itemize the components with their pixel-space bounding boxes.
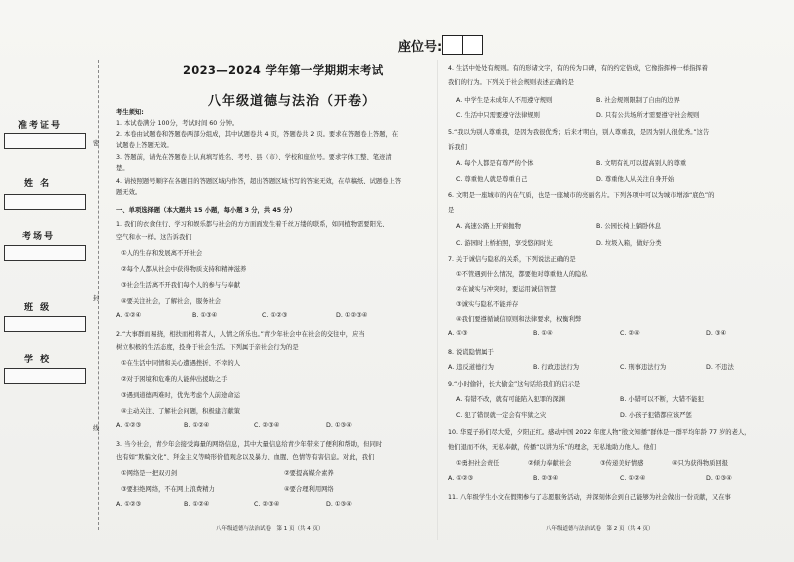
question-text: 1. 我们的衣食住行、学习和娱乐都与社会的方方面面发生着千丝万缕的联系，如同植物需要阳光、 (116, 221, 389, 228)
instruction-line: 4. 请按照题号顺序在各题目的答题区域内作答，超出答题区域书写的答案无效，在草稿纸、试题卷上答 (116, 178, 402, 185)
seat-number-box-1 (442, 35, 463, 55)
answer-choice: D. 垃圾入箱，做好分类 (596, 240, 662, 247)
answer-choice: C. 犯了错误就一定会有牢狱之灾 (456, 412, 547, 419)
option-item: ④要关注社会，了解社会，服务社会 (121, 298, 222, 305)
option-item: ①勇担社会责任 (456, 460, 500, 467)
answer-choice: B. ①③④ (192, 312, 218, 319)
question-text: 诉我们 (448, 144, 467, 151)
answer-choice: D. 尊重他人从关注自身开始 (596, 176, 675, 183)
question-text: 我们的行为。下列关于社会规则表述正确的是 (448, 79, 574, 86)
question-text: 5.“我以为别人尊重我，是因为我很优秀；后来才明白，别人尊重我，是因为别人很优秀。”这告 (448, 129, 710, 136)
answer-choice: C. ②③④ (254, 501, 280, 508)
question-text: 3. 当今社会，青少年会接受海量的网络信息，其中大量信息给青少年带来了便利和帮助，但同时 (116, 441, 383, 448)
answer-choice: B. 小错可以不断，大错不能犯 (620, 396, 704, 403)
ticket-number-label: 准考证号 (18, 121, 63, 131)
exam-room-label: 考场号 (22, 232, 56, 242)
instructions-title: 考生须知: (116, 109, 144, 116)
subject-title: 八年级道德与法治（开卷） (208, 94, 377, 109)
question-text: 10. 华夏子孙们尽大爱，夕阳正红。感动中国 2022 年度人物“殷文知播”群体是一群平均年龄 77 岁的老人， (448, 429, 751, 436)
option-item: ②要提高媒介素养 (284, 470, 334, 477)
question-text: 9.“小时偷针，长大偷金”这句话给我们的启示是 (448, 381, 581, 388)
answer-choice: A. ①②③ (116, 422, 142, 429)
question-text: 4. 生活中处处有规则。有的形诸文字，有的传为口碑，有的约定俗成，它像指挥棒一样指挥着 (448, 65, 708, 72)
answer-choice: D. ①③④ (706, 475, 732, 482)
school-label: 学 校 (24, 355, 52, 365)
answer-choice: A. ①②④ (116, 312, 142, 319)
name-label: 姓 名 (24, 179, 52, 189)
answer-choice: B. ①④ (533, 330, 553, 337)
question-text: 树立积极的生活态度，投身于社会生活。下列属于亲社会行为的是 (116, 344, 299, 351)
question-text: 8. 说谎隐情属于 (448, 349, 494, 356)
answer-choice: A. 有错不改，就有可能陷入犯罪的深渊 (456, 396, 565, 403)
class-box (4, 316, 86, 332)
question-text: 2.“大事群而易挠，相扶而相将者人，人情之所乐也。”青少年社会中在社会的交往中，应当 (116, 331, 365, 338)
binding-mark-1: 密 (93, 140, 100, 147)
option-item: ④主动关注、了解社会问题，积极建言献策 (121, 408, 240, 415)
question-text: 7. 关于诚信与隐私的关系，下列说法正确的是 (448, 256, 576, 263)
exam-title: 2023—2024 学年第一学期期末考试 (183, 63, 384, 77)
answer-choice: C. ①②③ (262, 312, 288, 319)
answer-choice: A. ①②③ (116, 501, 142, 508)
answer-choice: D. ①③④ (326, 501, 352, 508)
answer-choice: D. 不违法 (706, 364, 734, 371)
seat-number-label: 座位号: (398, 40, 443, 55)
instruction-line: 题无效。 (116, 189, 142, 196)
option-item: ②倾力奉献社会 (528, 460, 572, 467)
option-item: ①不管遇到什么情况，都要他对尊重他人的隐私 (456, 271, 588, 278)
answer-choice: B. 社会规则限制了自由的边界 (596, 97, 680, 104)
option-item: ②对于困境和危难的人能伸出援助之手 (121, 376, 228, 383)
instruction-line: 2. 本卷由试题卷和答题卷两部分组成，其中试题卷共 4 页，答题卷共 2 页。要求在答题卷上答题，在 (116, 131, 399, 138)
answer-choice: B. 行政违法行为 (533, 364, 580, 371)
option-item: ③诚实与隐私不能并存 (456, 301, 519, 308)
binding-mark-2: 封 (93, 295, 100, 302)
answer-choice: D. ①③④ (326, 422, 352, 429)
answer-choice: D. 小孩子犯错都应该严惩 (620, 412, 692, 419)
option-item: ①在生活中同情和关心遭遇挫折、不幸的人 (121, 360, 240, 367)
answer-choice: D. 只有公共场所才需要遵守社会规则 (596, 112, 700, 119)
option-item: ①网络是一把双刃剑 (121, 470, 178, 477)
page-footer-right: 八年级道德与法治试卷 第 2 页（共 4 页） (546, 526, 654, 532)
answer-choice: C. 游园时上桥拍照，享受悠闲时光 (456, 240, 553, 247)
answer-choice: A. ①②③ (448, 475, 474, 482)
binding-mark-3: 线 (93, 425, 100, 432)
answer-choice: D. ③④ (706, 330, 727, 337)
question-text: 11. 八年级学生小文在假期参与了志愿服务活动，并深刻体会到自己能够为社会做出一份贡献，又在事 (448, 494, 731, 501)
answer-choice: A. 高速公路上开窗抛物 (456, 223, 521, 230)
school-box (4, 368, 86, 384)
ticket-number-box (4, 133, 86, 149)
option-item: ③社会生活离不开我们每个人的参与与奉献 (121, 282, 240, 289)
answer-choice: C. ①②④ (620, 475, 646, 482)
answer-choice: A. 每个人都是有尊严的个体 (456, 160, 534, 167)
answer-choice: C. ②③④ (254, 422, 280, 429)
option-item: ③要拒绝网络，不在网上浪费精力 (121, 486, 215, 493)
option-item: ①人的生存和发展离不开社会 (121, 250, 203, 257)
answer-choice: A. ①③ (448, 330, 468, 337)
instruction-line: 楚。 (116, 165, 129, 172)
answer-choice: C. 刑事违法行为 (620, 364, 667, 371)
answer-choice: A. 违反道德行为 (448, 364, 494, 371)
instruction-line: 1. 本试卷满分 100分，考试时间 60 分钟。 (116, 120, 239, 127)
instruction-line: 试题卷上答题无效。 (116, 142, 173, 149)
page-divider (437, 60, 438, 540)
answer-choice: C. 生活中只需要遵守法律规则 (456, 112, 540, 119)
option-item: ③传递美好情感 (600, 460, 644, 467)
option-item: ④要合理利用网络 (284, 486, 334, 493)
answer-choice: B. 公园长椅上躺卧休息 (596, 223, 661, 230)
seat-number-box-2 (462, 35, 483, 55)
option-item: ②每个人都从社会中获得物质支持和精神滋养 (121, 266, 247, 273)
class-label: 班 级 (24, 303, 52, 313)
question-text: 6. 文明是一座城市的内在气质，也是一座城市的亮丽名片。下列各项中可以为城市增添“底色”的 (448, 192, 715, 199)
answer-choice: B. ①②④ (184, 422, 210, 429)
section-title: 一、单项选择题（本大题共 15 小题，每小题 3 分，共 45 分） (116, 207, 296, 214)
answer-choice: B. ②③④ (533, 475, 559, 482)
name-box (4, 194, 86, 210)
instruction-line: 3. 答题前，请先在答题卷上认真填写姓名、考号、县（市）、学校和座位号。要求字体工整、笔迹清 (116, 154, 392, 161)
answer-choice: C. 尊重他人就是尊重自己 (456, 176, 528, 183)
answer-choice: C. ②④ (620, 330, 640, 337)
answer-choice: B. 文明有礼可以提高别人的尊重 (596, 160, 687, 167)
question-text: 也有如“欺骗文化”、拜金主义等畸形价值观念以及暴力、血腥、色情等有害信息。对此，我们 (116, 454, 375, 461)
answer-choice: A. 中学生是未成年人不用遵守规则 (456, 97, 553, 104)
option-item: ④我们要遵循诚信原则和法律要求，权衡利弊 (456, 316, 582, 323)
question-text: 他们退而不休，无私奉献，传播“以讲为乐”的理念，无私地助力他人。他们 (448, 444, 657, 451)
exam-room-box (4, 245, 86, 261)
option-item: ④只为获得物质回报 (672, 460, 729, 467)
question-text: 是 (448, 207, 455, 214)
question-text: 空气和水一样。这告诉我们 (116, 234, 192, 241)
answer-choice: B. ①②④ (184, 501, 210, 508)
answer-choice: D. ①②③④ (336, 312, 368, 319)
option-item: ③遇到道德两难时，优先考虑个人前途命运 (121, 392, 240, 399)
option-item: ②在诚实与冲突时，要运用诚信智慧 (456, 286, 557, 293)
page-footer-left: 八年级道德与法治试卷 第 1 页（共 4 页） (216, 526, 324, 532)
